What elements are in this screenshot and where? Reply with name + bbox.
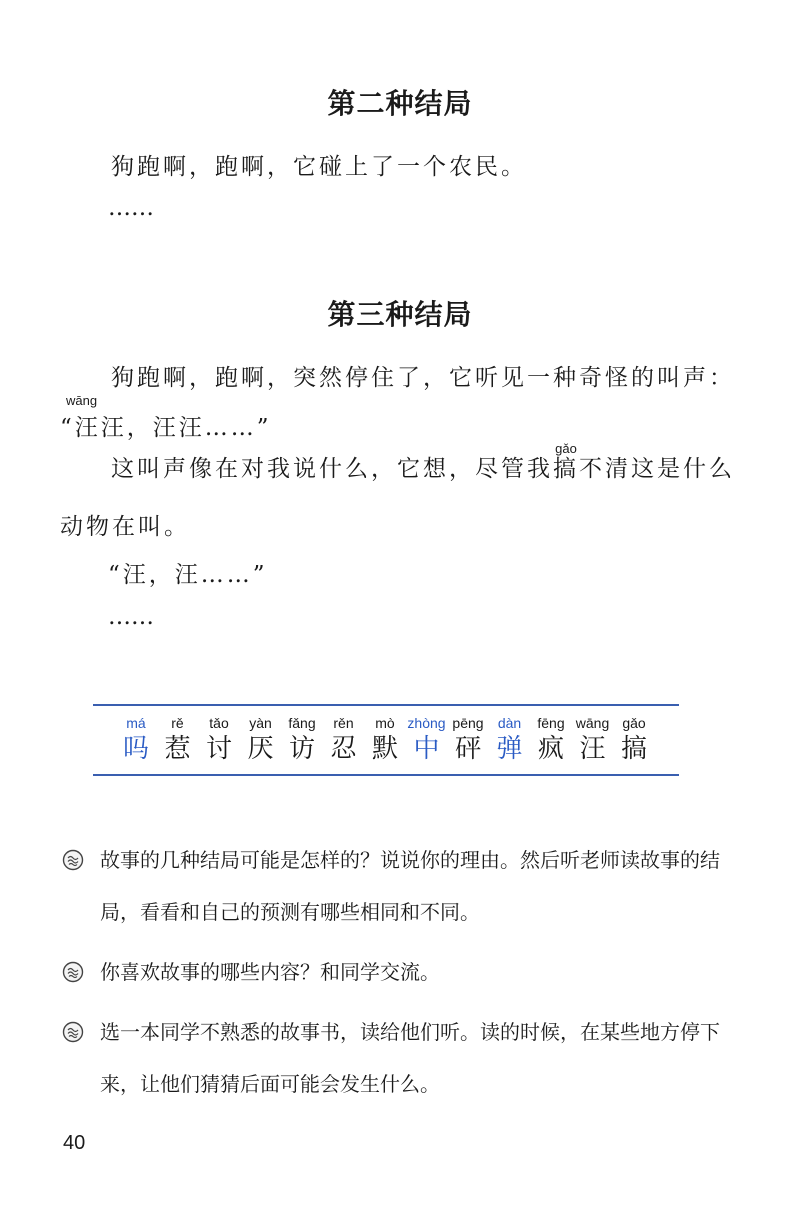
vocab-item <box>571 714 615 766</box>
swirl-bullet-icon <box>62 961 84 983</box>
vocab-pinyin: rěn <box>333 715 354 731</box>
vocab-char: 默 <box>371 734 398 764</box>
vocab-pinyin: yàn <box>249 715 272 731</box>
vocab-item <box>322 714 366 766</box>
section-3-dialogue-1: “汪汪，汪汪……” <box>60 415 272 441</box>
vocab-char: 惹 <box>164 734 191 764</box>
pinyin-wang: wāng <box>66 393 98 408</box>
section-3-title: 第三种结局 <box>327 298 473 331</box>
question-text: 你喜欢故事的哪些内容？和同学交流。 <box>100 960 440 984</box>
vocab-item <box>488 714 532 766</box>
vocab-pinyin: gǎo <box>622 715 646 731</box>
vocab-pinyin: pēng <box>452 715 484 731</box>
vocab-char: 吗 <box>122 734 149 764</box>
vocab-char: 汪 <box>579 734 606 764</box>
section-3-ellipsis: …… <box>108 604 154 630</box>
section-3-paragraph-1: 狗跑啊，跑啊，突然停住了，它听见一种奇怪的叫声： <box>111 365 735 391</box>
vocab-pinyin: dàn <box>497 715 522 731</box>
vocab-char: 搞 <box>620 734 647 764</box>
section-2-paragraph: 狗跑啊，跑啊，它碰上了一个农民。 <box>111 154 527 180</box>
swirl-bullet-icon <box>62 1021 84 1043</box>
vocab-item <box>405 714 449 766</box>
vocab-item <box>280 714 324 766</box>
vocab-pinyin: má <box>126 715 146 731</box>
section-3-paragraph-2-cont: 动物在叫。 <box>60 514 190 540</box>
vocab-char: 弹 <box>496 734 523 764</box>
vocab-item <box>239 714 283 766</box>
section-3-paragraph-2: 这叫声像在对我说什么，它想，尽管我搞gǎo不清这是什么 <box>111 441 735 482</box>
vocab-pinyin: mò <box>375 715 395 731</box>
page-number: 40 <box>63 1132 86 1154</box>
vocab-char: 忍 <box>330 734 357 764</box>
vocab-item <box>363 714 407 766</box>
vocab-char: 讨 <box>205 734 232 764</box>
vocab-item <box>529 714 573 766</box>
vocab-char: 厌 <box>247 734 274 764</box>
vocab-char: 砰 <box>454 734 481 764</box>
vocab-pinyin: tǎo <box>209 715 229 731</box>
vocab-pinyin: wāng <box>575 715 610 731</box>
vocab-item <box>114 714 158 766</box>
section-2-title: 第二种结局 <box>327 87 473 120</box>
section-3-dialogue-2: “汪，汪……” <box>108 562 268 588</box>
section-2-ellipsis: …… <box>108 195 154 221</box>
vocab-item <box>446 714 490 766</box>
question-text: 选一本同学不熟悉的故事书，读给他们听。读的时候，在某些地方停下来，让他们猜猜后面可能会发生什么。 <box>100 1020 720 1096</box>
vocab-pinyin: zhòng <box>407 715 446 731</box>
vocab-item <box>156 714 200 766</box>
vocab-char: 疯 <box>537 734 564 764</box>
vocab-pinyin: fēng <box>537 715 565 731</box>
question-text: 故事的几种结局可能是怎样的？说说你的理由。然后听老师读故事的结局，看看和自己的预测有哪些相同和不同。 <box>100 848 720 924</box>
swirl-bullet-icon <box>62 849 84 871</box>
vocab-char: 访 <box>288 734 315 764</box>
vocab-char: 中 <box>413 734 440 764</box>
vocab-item <box>197 714 241 766</box>
vocab-top-rule <box>93 704 679 706</box>
vocab-item <box>612 714 656 766</box>
vocab-pinyin: fǎng <box>288 715 316 731</box>
vocab-bottom-rule <box>93 774 679 776</box>
vocab-pinyin: rě <box>171 715 184 731</box>
